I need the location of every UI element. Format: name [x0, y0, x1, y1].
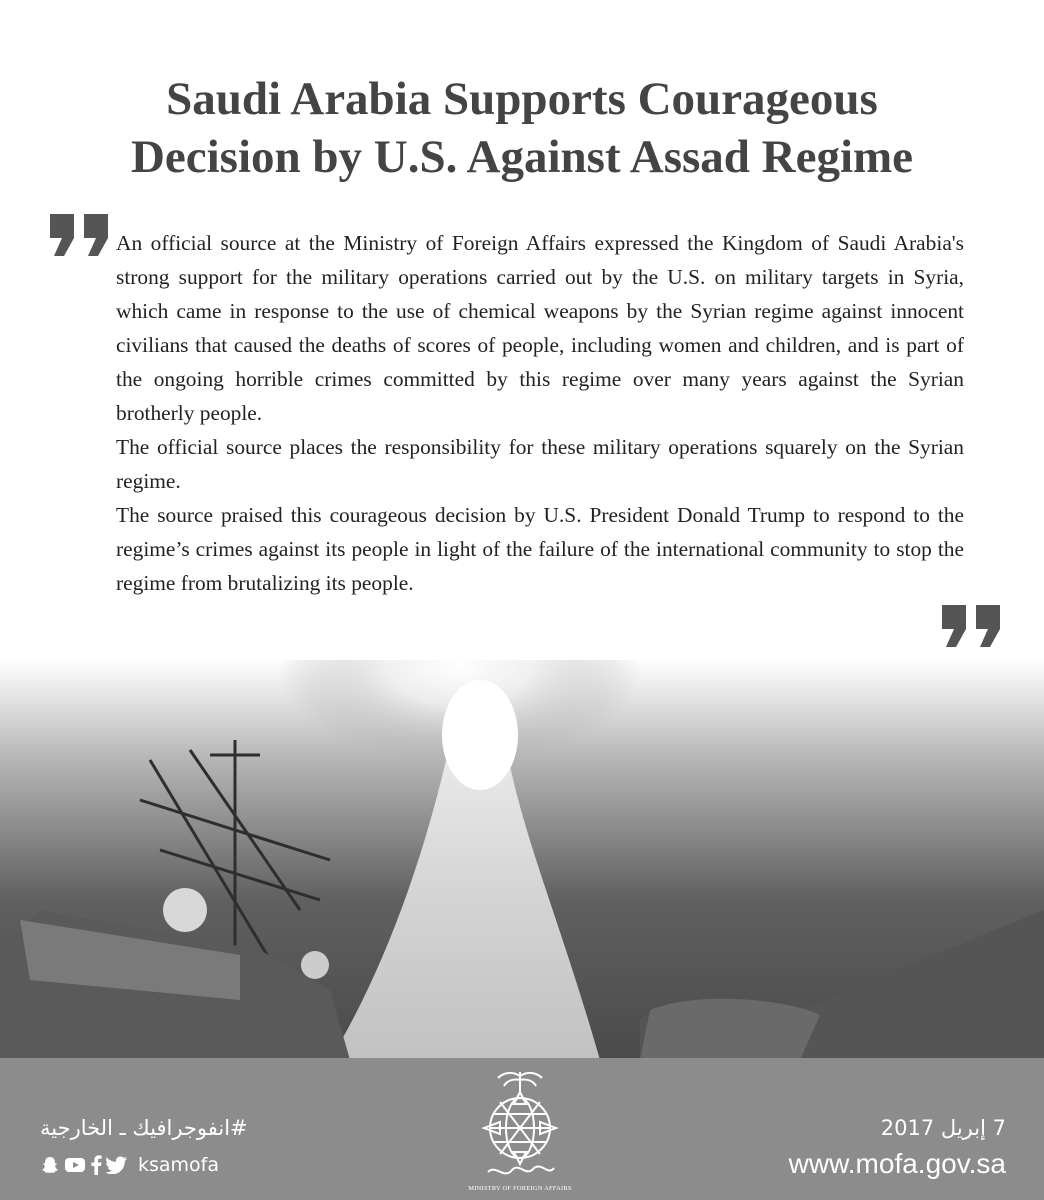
- ministry-emblem-logo: [470, 1064, 570, 1196]
- twitter-icon[interactable]: [106, 1156, 128, 1174]
- ministry-caption: MINISTRY OF FOREIGN AFFAIRS: [468, 1185, 572, 1192]
- social-handle[interactable]: ksamofa: [138, 1154, 220, 1176]
- publish-date: 7 إبريل 2017: [880, 1116, 1006, 1140]
- statement-body: [116, 226, 964, 600]
- social-links: [40, 1152, 219, 1178]
- open-quote-icon: [48, 212, 114, 258]
- headline: [60, 70, 984, 186]
- statement-paragraph-2: The official source places the responsibility for these military operations squarely on the Syrian regime.: [116, 435, 964, 493]
- facebook-icon[interactable]: [90, 1155, 102, 1175]
- statement-paragraph-3: The source praised this courageous decision by U.S. President Donald Trump to respond to the regime’s crimes against its people in light of the failure of the international community to stop the regime from brutalizing its people.: [116, 503, 964, 595]
- headline-line-2: Decision by U.S. Against Assad Regime: [130, 131, 914, 183]
- close-quote-icon: [940, 603, 1006, 649]
- statement-paragraph-1: An official source at the Ministry of Foreign Affairs expressed the Kingdom of Saudi Arabia's strong support for the military operations carried out by the U.S. on military targets in Syria, which came in response to the use of chemical weapons by the Syrian regime against innocent civilians that caused the deaths of scores of people, including women and children, and is part of the ongoing horrible crimes committed by this regime over many years against the Syrian brotherly people.: [116, 231, 964, 425]
- website-link[interactable]: www.mofa.gov.sa: [788, 1148, 1006, 1179]
- headline-line-1: Saudi Arabia Supports Courageous: [166, 73, 878, 125]
- snapchat-icon[interactable]: [40, 1155, 60, 1175]
- missile-launch-photo: [0, 660, 1044, 1060]
- hashtag-text[interactable]: #انفوجرافيك ـ الخارجية: [40, 1116, 248, 1140]
- youtube-icon[interactable]: [64, 1156, 86, 1174]
